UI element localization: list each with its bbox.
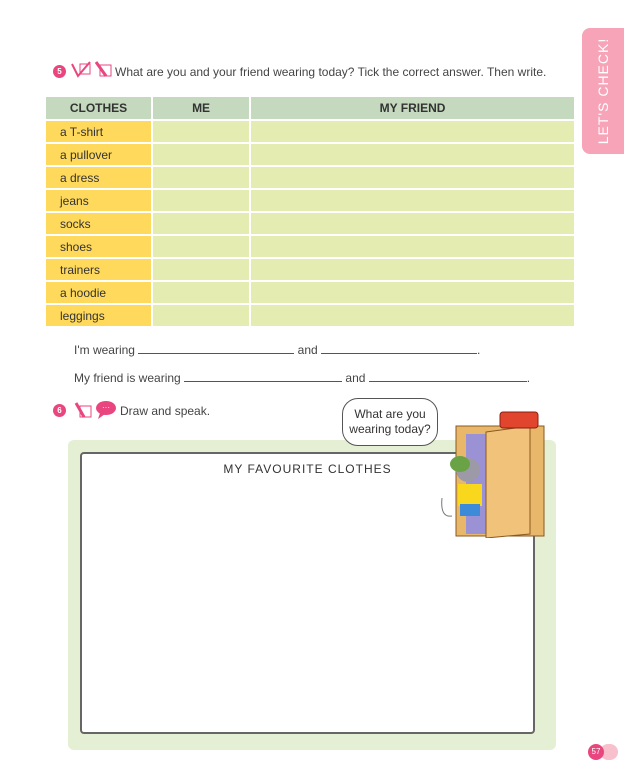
table-row [46, 305, 574, 326]
table-row [46, 213, 574, 234]
svg-text:···: ··· [102, 403, 110, 412]
speech-bubble: What are you wearing today? [342, 398, 438, 446]
table-row [46, 259, 574, 280]
friend-tick-cell[interactable] [251, 305, 574, 326]
exercise-6-instruction: Draw and speak. [120, 404, 211, 418]
me-tick-cell[interactable] [153, 144, 251, 165]
me-tick-cell[interactable] [153, 305, 251, 326]
clothes-item: a T-shirt [46, 121, 153, 142]
answer-blank-1[interactable] [138, 343, 294, 354]
clothes-item: jeans [46, 190, 153, 211]
answer-blank-3[interactable] [184, 371, 342, 382]
me-tick-cell[interactable] [153, 282, 251, 303]
friend-tick-cell[interactable] [251, 121, 574, 142]
exercise-5-number: 5 [53, 65, 66, 78]
clothes-item: a hoodie [46, 282, 153, 303]
me-tick-cell[interactable] [153, 121, 251, 142]
header-me: ME [153, 97, 251, 119]
header-my-friend: MY FRIEND [251, 97, 574, 119]
frame-title: MY FAVOURITE CLOTHES [223, 462, 392, 476]
friend-tick-cell[interactable] [251, 167, 574, 188]
table-row [46, 167, 574, 188]
header-clothes: CLOTHES [46, 97, 153, 119]
table-row [46, 236, 574, 257]
exercise-5-instruction: What are you and your friend wearing today? Tick the correct answer. Then write. [115, 65, 547, 79]
clothes-item: socks [46, 213, 153, 234]
friend-tick-cell[interactable] [251, 144, 574, 165]
exercise-6-number: 6 [53, 404, 66, 417]
draw-icon [74, 401, 94, 421]
clothes-table [46, 95, 574, 328]
friend-tick-cell[interactable] [251, 236, 574, 257]
friend-tick-cell[interactable] [251, 190, 574, 211]
sentence-me: I'm wearing and . [74, 343, 481, 357]
friend-tick-cell[interactable] [251, 282, 574, 303]
clothes-item: a dress [46, 167, 153, 188]
clothes-item: leggings [46, 305, 153, 326]
friend-tick-cell[interactable] [251, 213, 574, 234]
me-tick-cell[interactable] [153, 236, 251, 257]
lets-check-tab: LET'S CHECK! [582, 28, 624, 154]
sentence-friend: My friend is wearing and . [74, 371, 531, 385]
table-row [46, 144, 574, 165]
clothes-item: a pullover [46, 144, 153, 165]
speak-icon [95, 400, 117, 420]
me-tick-cell[interactable] [153, 190, 251, 211]
me-tick-cell[interactable] [153, 259, 251, 280]
table-row [46, 121, 574, 142]
clothes-item: trainers [46, 259, 153, 280]
clothes-item: shoes [46, 236, 153, 257]
me-tick-cell[interactable] [153, 167, 251, 188]
table-row [46, 190, 574, 211]
answer-blank-2[interactable] [321, 343, 477, 354]
me-tick-cell[interactable] [153, 213, 251, 234]
mouse-wardrobe-illustration [430, 408, 552, 538]
friend-tick-cell[interactable] [251, 259, 574, 280]
table-row [46, 282, 574, 303]
write-icon [94, 60, 114, 80]
page-number: 57 [588, 744, 604, 760]
answer-blank-4[interactable] [369, 371, 527, 382]
